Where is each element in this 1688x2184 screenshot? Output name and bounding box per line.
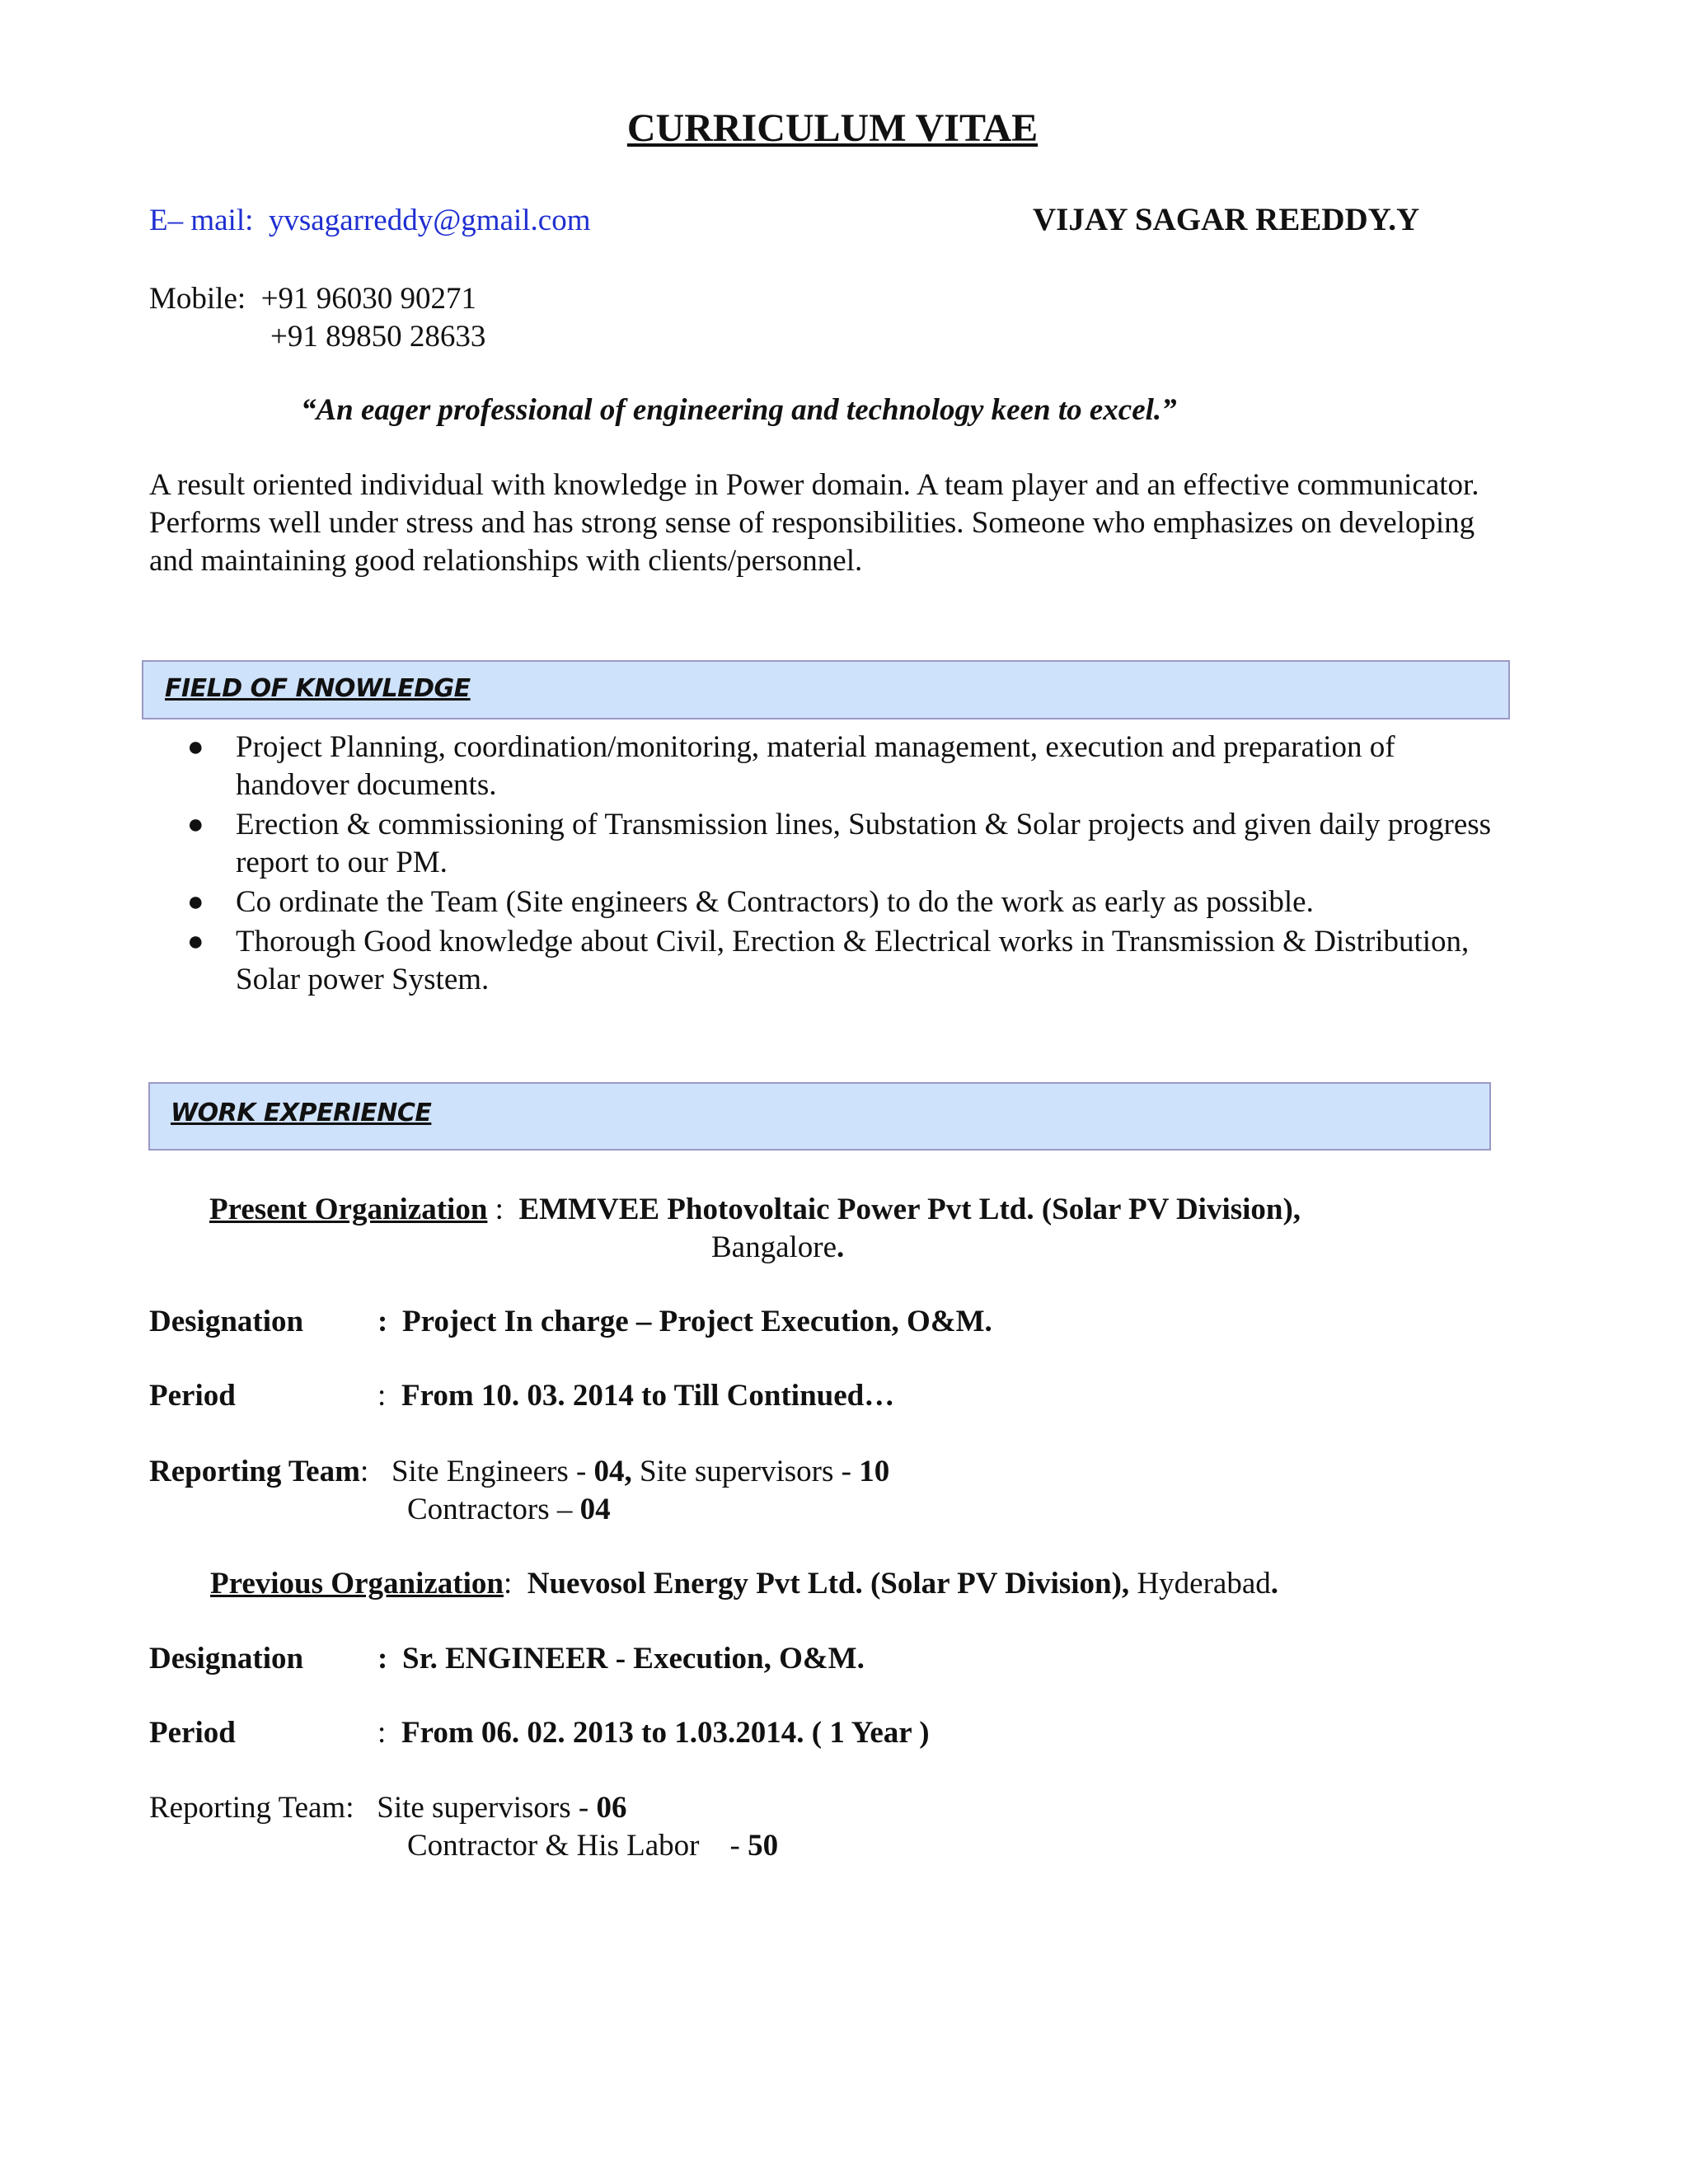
- previous-organization-line: Previous Organization: Nuevosol Energy Pvt Ltd. (Solar PV Division), Hyderabad.: [210, 1567, 1278, 1601]
- email-label: E– mail:: [149, 204, 254, 237]
- bullet-icon: ●: [187, 926, 204, 957]
- present-designation-label: Designation: [149, 1305, 304, 1338]
- list-item: ● Erection & commissioning of Transmission lines, Substation & Solar projects and given daily progress report to our PM.: [187, 808, 1492, 879]
- email-link[interactable]: yvsagarreddy@gmail.com: [268, 204, 591, 237]
- present-reporting-team: Reporting Team: Site Engineers - 04, Site supervisors - 10: [149, 1455, 890, 1488]
- previous-period-value: From 06. 02. 2013 to 1.03.2014. ( 1 Year ): [401, 1716, 930, 1750]
- present-team-label: Reporting Team: [149, 1455, 360, 1488]
- tagline-quote: “An eager professional of engineering and technology keen to excel.”: [301, 393, 1177, 427]
- previous-organization-city: Hyderabad: [1129, 1567, 1271, 1601]
- present-team-contractors: Contractors – 04: [407, 1493, 611, 1526]
- field-of-knowledge-heading: FIELD OF KNOWLEDGE: [165, 674, 471, 703]
- present-period-label: Period: [149, 1379, 236, 1413]
- bullet-icon: ●: [187, 732, 204, 762]
- document-title: CURRICULUM VITAE: [626, 106, 1039, 150]
- previous-organization-name: Nuevosol Energy Pvt Ltd. (Solar PV Division),: [527, 1567, 1130, 1601]
- bullet-icon: ●: [187, 887, 204, 917]
- profile-summary: A result oriented individual with knowledge in Power domain. A team player and an effective communicator. Performs well under stress and has strong sense of responsibilities. Someone who emphasizes on developing and maintaining good relationships with clients/personnel.: [149, 468, 1479, 578]
- previous-team-label: Reporting Team:: [149, 1791, 354, 1825]
- present-period-value: From 10. 03. 2014 to Till Continued…: [401, 1379, 895, 1413]
- present-organization-city: Bangalore.: [711, 1230, 845, 1264]
- previous-designation-label: Designation: [149, 1642, 304, 1675]
- previous-designation-value: Sr. ENGINEER - Execution, O&M.: [402, 1642, 865, 1675]
- work-experience-heading: WORK EXPERIENCE: [171, 1099, 432, 1127]
- list-item: ● Thorough Good knowledge about Civil, Erection & Electrical works in Transmission & Distribution, Solar power System.: [187, 925, 1470, 996]
- previous-organization-label: Previous Organization: [210, 1567, 504, 1601]
- mobile-number-1: +91 96030 90271: [260, 282, 477, 316]
- previous-designation-sep: :: [377, 1642, 388, 1675]
- present-organization-name: EMMVEE Photovoltaic Power Pvt Ltd. (Solar PV Division),: [518, 1193, 1301, 1226]
- email-line: [149, 203, 591, 238]
- mobile-label: Mobile:: [149, 282, 246, 316]
- present-organization-label: Present Organization: [209, 1193, 488, 1226]
- previous-period-sep: :: [377, 1716, 387, 1750]
- list-item: ● Project Planning, coordination/monitoring, material management, execution and preparation of handover documents.: [187, 730, 1395, 802]
- previous-team-contractor: Contractor & His Labor - 50: [407, 1829, 779, 1863]
- present-period-sep: :: [377, 1379, 387, 1413]
- mobile-line: [149, 281, 476, 316]
- present-designation-sep: :: [377, 1305, 388, 1338]
- previous-period-label: Period: [149, 1716, 236, 1750]
- bullet-icon: ●: [187, 809, 204, 840]
- present-designation-value: Project In charge – Project Execution, O&M.: [402, 1305, 992, 1338]
- candidate-name: VIJAY SAGAR REEDDY.Y: [1033, 202, 1420, 237]
- list-item: ● Co ordinate the Team (Site engineers & Contractors) to do the work as early as possible.: [149, 883, 1501, 921]
- present-organization-line: Present Organization : EMMVEE Photovoltaic Power Pvt Ltd. (Solar PV Division),: [209, 1193, 1301, 1226]
- previous-reporting-team: Reporting Team: Site supervisors - 06: [149, 1791, 627, 1825]
- knowledge-list: [149, 729, 1501, 1001]
- mobile-number-2: +91 89850 28633: [270, 320, 486, 354]
